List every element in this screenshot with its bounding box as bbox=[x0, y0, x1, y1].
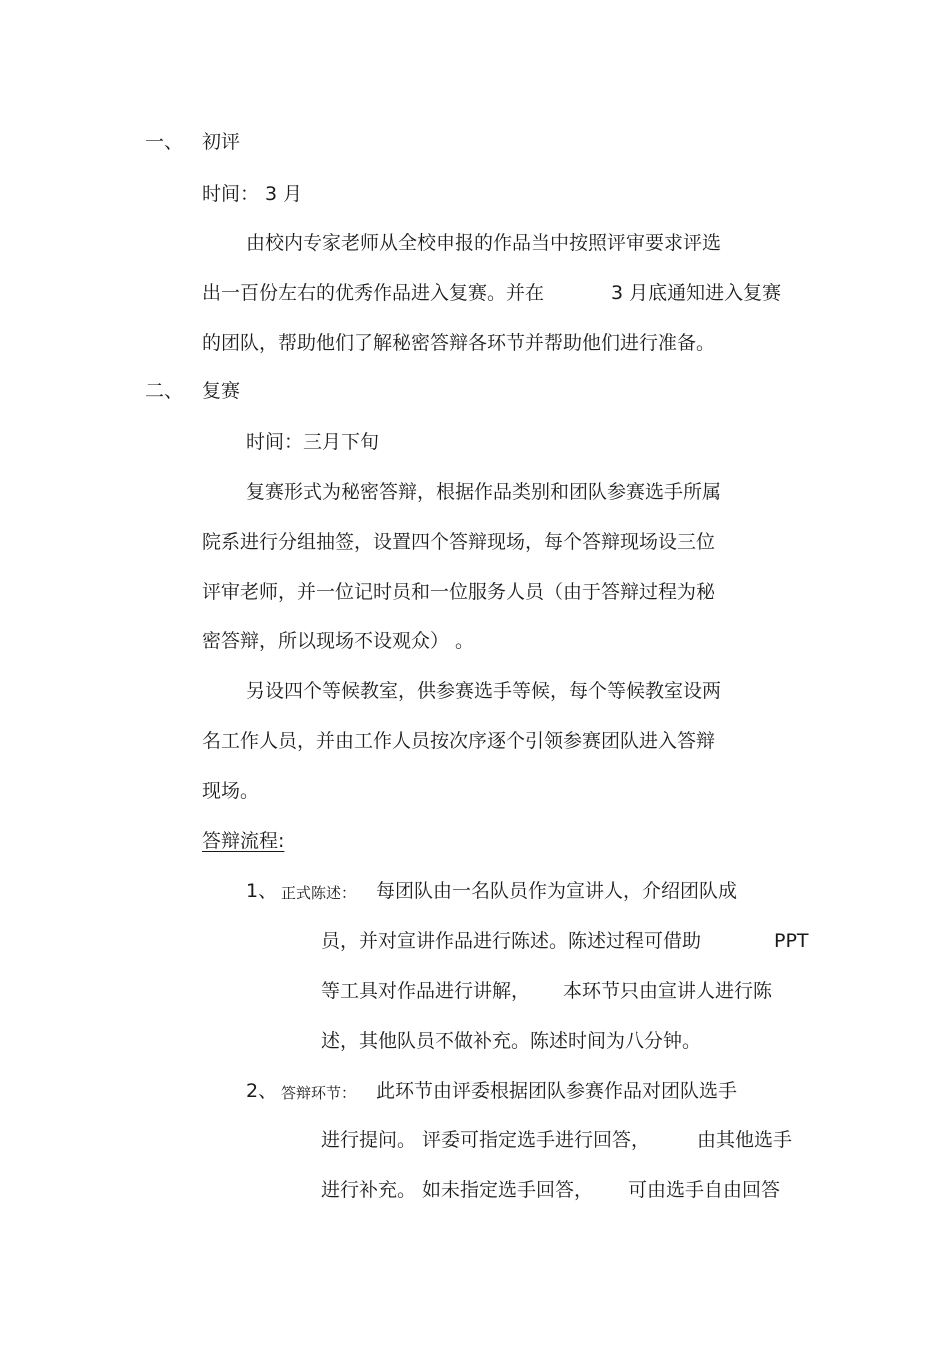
step-1-line-4: 述，其他队员不做补充。陈述时间为八分钟。 bbox=[321, 1030, 702, 1052]
section-1-para-line-1: 由校内专家老师从全校申报的作品当中按照评审要求评选 bbox=[246, 232, 722, 254]
section-2-para1-line-2: 院系进行分组抽签，设置四个答辩现场，每个答辩现场设三位 bbox=[202, 531, 716, 553]
section-2-time: 时间：三月下旬 bbox=[246, 431, 380, 453]
step-1-line-3: 等工具对作品进行讲解， bbox=[321, 980, 531, 1002]
section-2-heading: 复赛 bbox=[202, 380, 241, 402]
step-1-number: 1、 bbox=[246, 880, 278, 902]
step-1-line-1: 每团队由一名队员作为宣讲人，介绍团队成 bbox=[376, 880, 738, 902]
step-2-line-2: 进行提问。 评委可指定选手进行回答， bbox=[321, 1129, 651, 1151]
step-2-label: 答辩环节： bbox=[281, 1084, 357, 1102]
step-2-line-1: 此环节由评委根据团队参赛作品对团队选手 bbox=[376, 1080, 738, 1102]
step-2-number: 2、 bbox=[246, 1080, 278, 1102]
section-2-para2-line-2: 名工作人员，并由工作人员按次序逐个引领参赛团队进入答辩 bbox=[202, 730, 716, 752]
section-1-number: 一、 bbox=[145, 131, 184, 153]
step-1-line-2b: PPT bbox=[774, 930, 809, 952]
section-2-para2-line-3: 现场。 bbox=[202, 780, 260, 802]
section-1-para-line-3: 的团队，帮助他们了解秘密答辩各环节并帮助他们进行准备。 bbox=[202, 332, 716, 354]
section-2-para2-line-1: 另设四个等候教室，供参赛选手等候，每个等候教室设两 bbox=[246, 680, 722, 702]
process-title: 答辩流程: bbox=[202, 830, 285, 852]
section-1-para-line-2: 出一百份左右的优秀作品进入复赛。并在 bbox=[202, 282, 545, 304]
section-2-para1-line-4: 密答辩，所以现场不设观众） 。 bbox=[202, 630, 475, 652]
section-1-time: 时间： 3 月 bbox=[202, 183, 303, 205]
step-1-line-2: 员，并对宣讲作品进行陈述。陈述过程可借助 bbox=[321, 930, 702, 952]
section-2-number: 二、 bbox=[145, 380, 184, 402]
section-2-para1-line-1: 复赛形式为秘密答辩，根据作品类别和团队参赛选手所属 bbox=[246, 481, 722, 503]
section-1-heading: 初评 bbox=[202, 131, 241, 153]
step-2-line-2b: 由其他选手 bbox=[697, 1129, 793, 1151]
section-2-para1-line-3: 评审老师，并一位记时员和一位服务人员（由于答辩过程为秘 bbox=[202, 581, 716, 603]
step-2-line-3b: 可由选手自由回答 bbox=[628, 1179, 781, 1201]
step-1-label: 正式陈述： bbox=[281, 884, 357, 902]
section-1-para-line-2b: 3 月底通知进入复赛 bbox=[611, 282, 782, 304]
step-2-line-3: 进行补充。 如未指定选手回答， bbox=[321, 1179, 594, 1201]
step-1-line-3b: 本环节只由宣讲人进行陈 bbox=[563, 980, 773, 1002]
